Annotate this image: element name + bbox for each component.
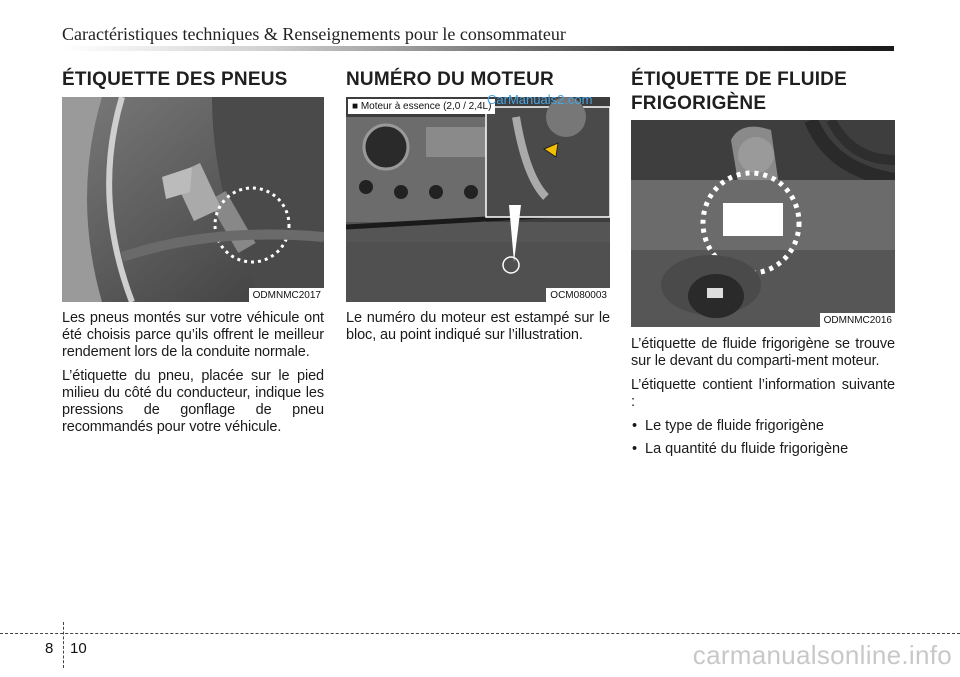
figure-caption: ■ Moteur à essence (2,0 / 2,4L): [348, 99, 495, 114]
refrigerant-photo: [631, 120, 895, 327]
figure-code: OCM080003: [546, 288, 610, 302]
tire-label-photo: [62, 97, 324, 302]
bullet-icon: •: [632, 418, 638, 434]
section-refrigerant-label: [631, 60, 897, 457]
section-title: [631, 68, 897, 116]
figure-code: ODMNMC2017: [249, 288, 324, 302]
footer-divider: [63, 622, 64, 668]
watermark-bottom: carmanualsonline.info: [692, 640, 952, 670]
engine-photo: [346, 97, 610, 302]
list-item: [631, 441, 895, 458]
refrigerant-illustration: [631, 120, 895, 327]
watermark-top: CarManuals2.com: [487, 92, 593, 107]
bullet-list: [631, 418, 895, 458]
engine-illustration: [346, 97, 610, 302]
paragraph: Le numéro du moteur est estampé sur le bloc, au point indiqué sur l’illustration.: [346, 310, 610, 343]
section-body: [346, 310, 610, 351]
footer-rule: [0, 633, 960, 634]
title-line: FRIGORIGÈNE: [631, 93, 767, 114]
figure-code: ODMNMC2016: [820, 313, 895, 327]
bullet-icon: •: [632, 441, 638, 457]
section-title: NUMÉRO DU MOTEUR: [346, 69, 554, 90]
section-body: [62, 310, 324, 443]
tire-label-illustration: [62, 97, 324, 302]
chapter-number: 8: [45, 640, 54, 657]
paragraph: L’étiquette de fluide frigorigène se trouve sur le devant du comparti-ment moteur.: [631, 336, 895, 369]
list-item-text: Le type de fluide frigorigène: [645, 418, 824, 434]
paragraph: Les pneus montés sur votre véhicule ont été choisis parce qu’ils offrent le meilleur rendement lors de la conduite normale.: [62, 310, 324, 360]
section-body: [631, 336, 895, 464]
section-tire-label: [62, 60, 328, 435]
header-title: Caractéristiques techniques & Renseignements pour le consommateur: [62, 24, 566, 44]
list-item-text: La quantité du fluide frigorigène: [645, 441, 849, 457]
title-line: ÉTIQUETTE DE FLUIDE: [631, 69, 847, 90]
paragraph: L’étiquette du pneu, placée sur le pied milieu du côté du conducteur, indique les pressions de gonflage de pneu recommandés pour votre véhicule.: [62, 368, 324, 435]
section-title: ÉTIQUETTE DES PNEUS: [62, 69, 288, 90]
paragraph: L’étiquette contient l’information suivante :: [631, 377, 895, 410]
list-item: [631, 418, 895, 435]
header-rule: [62, 46, 894, 51]
page-number: 10: [70, 640, 87, 657]
